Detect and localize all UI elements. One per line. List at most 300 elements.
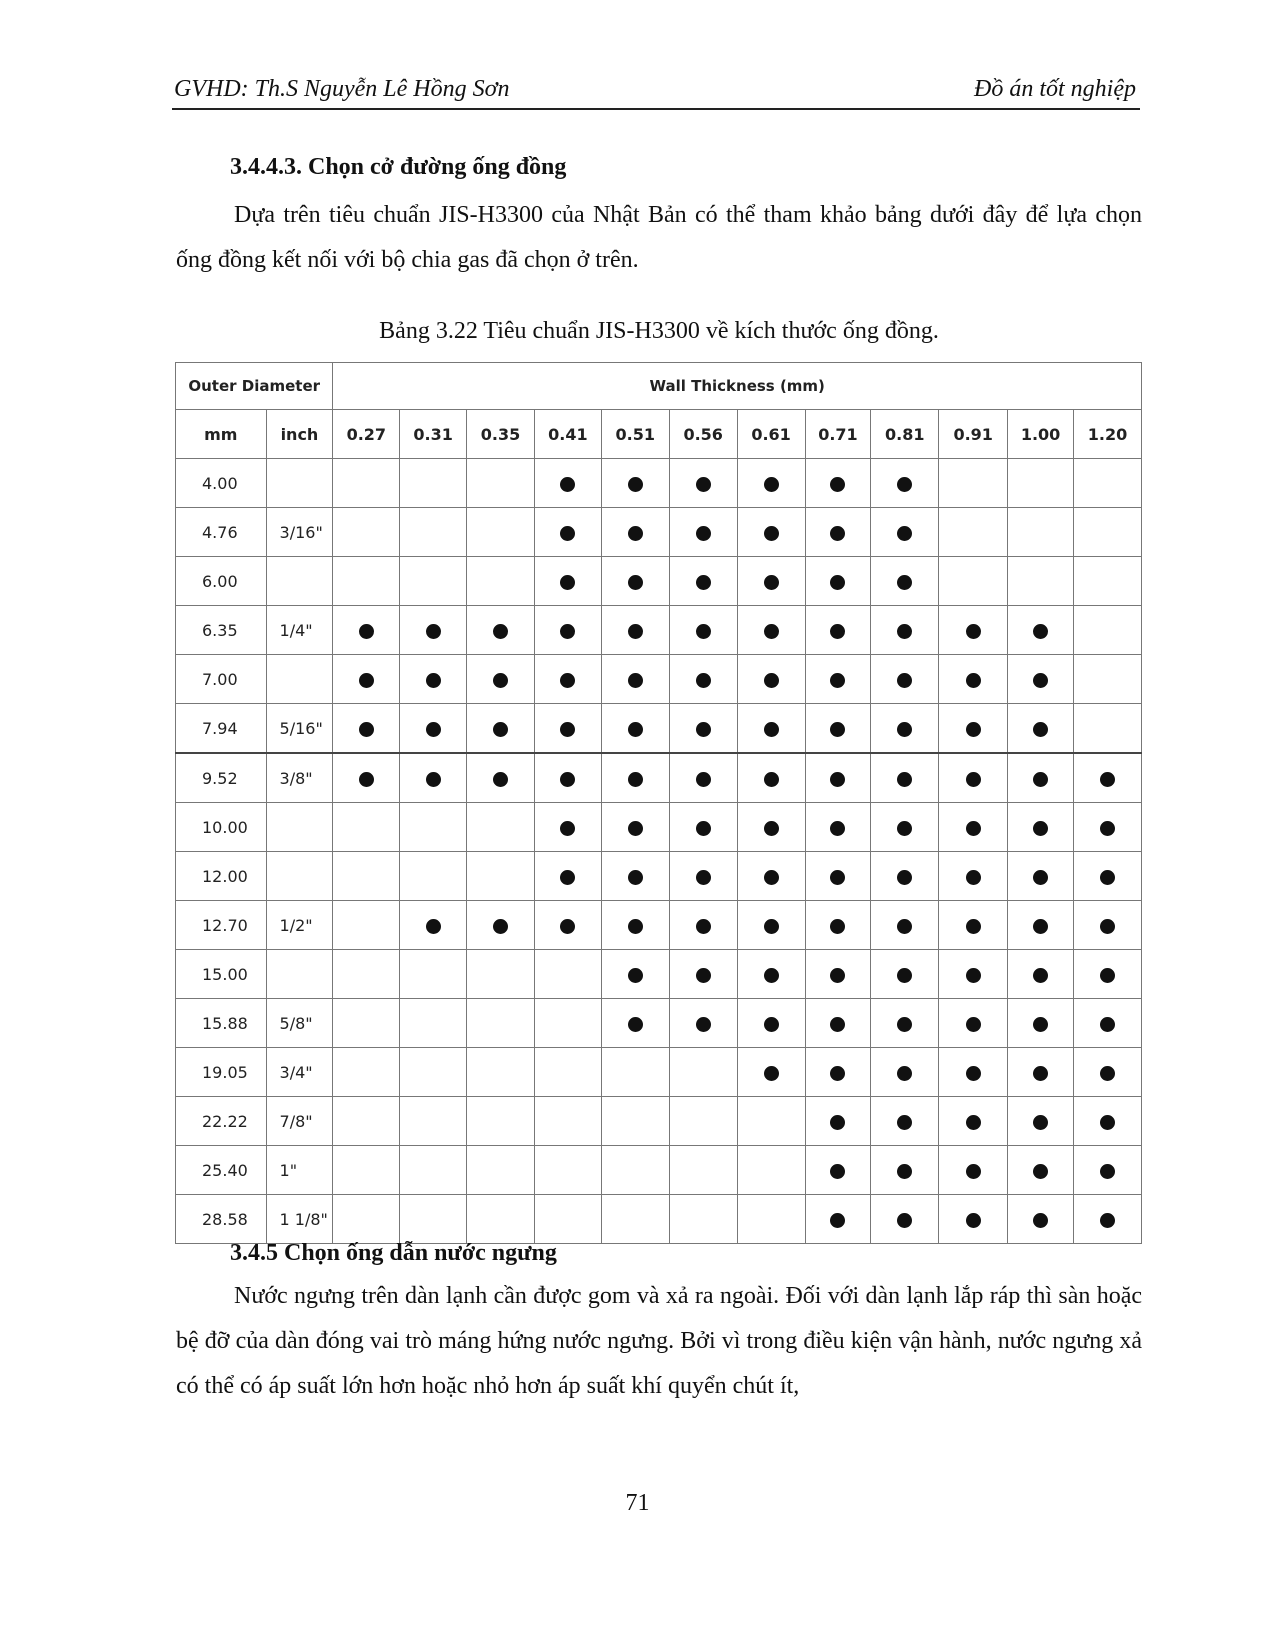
available-dot-icon [830, 673, 845, 688]
cell-availability [939, 508, 1008, 557]
header-thickness: 1.00 [1008, 410, 1074, 459]
available-dot-icon [359, 624, 374, 639]
available-dot-icon [1033, 772, 1048, 787]
header-mm: mm [176, 410, 267, 459]
available-dot-icon [897, 477, 912, 492]
cell-availability [1008, 704, 1074, 754]
cell-availability [805, 606, 871, 655]
table-row [176, 901, 1142, 950]
available-dot-icon [696, 870, 711, 885]
table-row [176, 606, 1142, 655]
available-dot-icon [830, 772, 845, 787]
cell-availability [669, 557, 737, 606]
available-dot-icon [764, 624, 779, 639]
available-dot-icon [1100, 919, 1115, 934]
cell-availability [939, 655, 1008, 704]
cell-availability [534, 704, 601, 754]
available-dot-icon [764, 968, 779, 983]
available-dot-icon [628, 870, 643, 885]
cell-inch [266, 557, 333, 606]
available-dot-icon [560, 673, 575, 688]
cell-availability [871, 803, 939, 852]
cell-inch [266, 803, 333, 852]
cell-availability [333, 753, 400, 803]
cell-availability [871, 1146, 939, 1195]
available-dot-icon [830, 919, 845, 934]
available-dot-icon [628, 575, 643, 590]
cell-availability [1073, 1097, 1141, 1146]
cell-mm: 9.52 [176, 753, 267, 803]
cell-availability [737, 606, 805, 655]
cell-availability [1008, 1146, 1074, 1195]
available-dot-icon [560, 772, 575, 787]
cell-availability [400, 852, 467, 901]
cell-availability [534, 459, 601, 508]
available-dot-icon [897, 624, 912, 639]
available-dot-icon [764, 477, 779, 492]
cell-availability [333, 459, 400, 508]
cell-availability [871, 1048, 939, 1097]
cell-availability [939, 1097, 1008, 1146]
available-dot-icon [426, 624, 441, 639]
header-thickness: 0.81 [871, 410, 939, 459]
cell-inch: 1 1/8" [266, 1195, 333, 1244]
available-dot-icon [696, 1017, 711, 1032]
cell-availability [939, 753, 1008, 803]
page-header [172, 70, 1140, 110]
header-inch: inch [266, 410, 333, 459]
table-row [176, 1048, 1142, 1097]
cell-mm: 6.35 [176, 606, 267, 655]
available-dot-icon [897, 1213, 912, 1228]
available-dot-icon [493, 919, 508, 934]
available-dot-icon [628, 772, 643, 787]
cell-inch: 7/8" [266, 1097, 333, 1146]
available-dot-icon [897, 870, 912, 885]
cell-availability [1008, 950, 1074, 999]
available-dot-icon [830, 526, 845, 541]
available-dot-icon [764, 575, 779, 590]
available-dot-icon [696, 919, 711, 934]
header-outer-diameter: Outer Diameter [176, 363, 333, 410]
cell-availability [737, 1195, 805, 1244]
cell-availability [669, 1048, 737, 1097]
available-dot-icon [1100, 1017, 1115, 1032]
table-row [176, 704, 1142, 754]
header-thickness: 0.41 [534, 410, 601, 459]
cell-availability [400, 1097, 467, 1146]
available-dot-icon [897, 673, 912, 688]
cell-inch: 3/4" [266, 1048, 333, 1097]
cell-availability [467, 1048, 535, 1097]
cell-availability [871, 557, 939, 606]
available-dot-icon [830, 624, 845, 639]
cell-availability [669, 655, 737, 704]
available-dot-icon [560, 526, 575, 541]
available-dot-icon [966, 624, 981, 639]
cell-availability [1073, 1048, 1141, 1097]
cell-availability [333, 1146, 400, 1195]
copper-pipe-table [175, 362, 1142, 1244]
cell-availability [534, 753, 601, 803]
available-dot-icon [426, 722, 441, 737]
table-caption: Bảng 3.22 Tiêu chuẩn JIS-H3300 về kích thước ống đồng. [379, 318, 939, 344]
available-dot-icon [1033, 673, 1048, 688]
table-row [176, 950, 1142, 999]
available-dot-icon [696, 772, 711, 787]
section1-paragraph-text: Dựa trên tiêu chuẩn JIS-H3300 của Nhật Bản có thể tham khảo bảng dưới đây để lựa chọn ống đồng kết nối với bộ chia gas đã chọn ở trên. [176, 202, 1142, 273]
available-dot-icon [966, 772, 981, 787]
cell-availability [400, 753, 467, 803]
table-row [176, 803, 1142, 852]
cell-availability [939, 704, 1008, 754]
cell-inch: 1/4" [266, 606, 333, 655]
cell-availability [871, 1097, 939, 1146]
available-dot-icon [897, 919, 912, 934]
cell-mm: 15.88 [176, 999, 267, 1048]
available-dot-icon [1100, 1066, 1115, 1081]
available-dot-icon [560, 575, 575, 590]
cell-availability [333, 606, 400, 655]
cell-mm: 25.40 [176, 1146, 267, 1195]
cell-availability [534, 852, 601, 901]
cell-availability [805, 803, 871, 852]
cell-availability [534, 1146, 601, 1195]
cell-availability [1008, 999, 1074, 1048]
cell-availability [939, 901, 1008, 950]
cell-availability [333, 999, 400, 1048]
cell-availability [669, 753, 737, 803]
cell-availability [669, 852, 737, 901]
available-dot-icon [897, 722, 912, 737]
cell-availability [1073, 1146, 1141, 1195]
cell-availability [1008, 655, 1074, 704]
available-dot-icon [897, 575, 912, 590]
cell-availability [1073, 655, 1141, 704]
cell-availability [737, 655, 805, 704]
cell-availability [601, 803, 669, 852]
cell-inch: 3/16" [266, 508, 333, 557]
section-heading-pipe-size: 3.4.4.3. Chọn cở đường ống đồng [230, 154, 567, 180]
cell-availability [939, 803, 1008, 852]
available-dot-icon [764, 673, 779, 688]
cell-availability [601, 901, 669, 950]
cell-availability [805, 508, 871, 557]
cell-availability [939, 557, 1008, 606]
cell-availability [737, 508, 805, 557]
available-dot-icon [830, 1066, 845, 1081]
cell-mm: 15.00 [176, 950, 267, 999]
available-dot-icon [966, 673, 981, 688]
cell-availability [805, 950, 871, 999]
cell-availability [669, 1146, 737, 1195]
available-dot-icon [764, 870, 779, 885]
available-dot-icon [1033, 1066, 1048, 1081]
cell-availability [534, 606, 601, 655]
available-dot-icon [830, 968, 845, 983]
cell-availability [534, 508, 601, 557]
cell-availability [1073, 606, 1141, 655]
header-thickness: 0.51 [601, 410, 669, 459]
cell-availability [534, 1048, 601, 1097]
cell-availability [601, 950, 669, 999]
cell-availability [1008, 852, 1074, 901]
available-dot-icon [966, 1164, 981, 1179]
cell-mm: 7.00 [176, 655, 267, 704]
cell-availability [400, 999, 467, 1048]
cell-availability [871, 999, 939, 1048]
available-dot-icon [966, 1017, 981, 1032]
cell-availability [534, 1195, 601, 1244]
cell-availability [534, 803, 601, 852]
cell-availability [1073, 557, 1141, 606]
cell-availability [534, 1097, 601, 1146]
cell-availability [601, 999, 669, 1048]
cell-availability [805, 753, 871, 803]
available-dot-icon [764, 772, 779, 787]
header-doc-type: Đồ án tốt nghiệp [974, 76, 1136, 102]
cell-availability [1073, 901, 1141, 950]
available-dot-icon [1100, 1164, 1115, 1179]
available-dot-icon [560, 624, 575, 639]
cell-availability [467, 557, 535, 606]
available-dot-icon [897, 526, 912, 541]
cell-mm: 4.00 [176, 459, 267, 508]
available-dot-icon [966, 968, 981, 983]
available-dot-icon [1100, 821, 1115, 836]
cell-availability [400, 508, 467, 557]
cell-availability [400, 459, 467, 508]
available-dot-icon [897, 821, 912, 836]
header-wall-thickness: Wall Thickness (mm) [333, 363, 1142, 410]
cell-availability [939, 950, 1008, 999]
available-dot-icon [628, 821, 643, 836]
available-dot-icon [764, 722, 779, 737]
available-dot-icon [1033, 1115, 1048, 1130]
cell-availability [1073, 753, 1141, 803]
cell-availability [805, 1146, 871, 1195]
available-dot-icon [830, 477, 845, 492]
cell-availability [1073, 459, 1141, 508]
available-dot-icon [1033, 1017, 1048, 1032]
table-row [176, 852, 1142, 901]
available-dot-icon [426, 772, 441, 787]
cell-availability [534, 999, 601, 1048]
available-dot-icon [560, 870, 575, 885]
cell-availability [939, 1146, 1008, 1195]
available-dot-icon [830, 1213, 845, 1228]
cell-availability [400, 1146, 467, 1195]
cell-availability [805, 459, 871, 508]
table-row [176, 655, 1142, 704]
cell-availability [601, 1195, 669, 1244]
cell-availability [1008, 508, 1074, 557]
cell-availability [467, 803, 535, 852]
available-dot-icon [966, 821, 981, 836]
cell-availability [467, 950, 535, 999]
cell-availability [601, 1146, 669, 1195]
table-row [176, 459, 1142, 508]
cell-availability [737, 901, 805, 950]
cell-inch [266, 655, 333, 704]
cell-availability [333, 508, 400, 557]
cell-mm: 12.70 [176, 901, 267, 950]
header-thickness: 0.71 [805, 410, 871, 459]
cell-mm: 7.94 [176, 704, 267, 754]
available-dot-icon [1100, 1115, 1115, 1130]
cell-availability [805, 999, 871, 1048]
cell-inch [266, 459, 333, 508]
cell-availability [400, 704, 467, 754]
cell-availability [601, 704, 669, 754]
available-dot-icon [628, 968, 643, 983]
cell-availability [400, 557, 467, 606]
cell-availability [601, 557, 669, 606]
cell-availability [737, 459, 805, 508]
available-dot-icon [764, 919, 779, 934]
cell-availability [871, 655, 939, 704]
available-dot-icon [897, 1066, 912, 1081]
available-dot-icon [830, 1115, 845, 1130]
cell-availability [333, 950, 400, 999]
cell-availability [737, 803, 805, 852]
available-dot-icon [560, 821, 575, 836]
cell-availability [871, 901, 939, 950]
available-dot-icon [1100, 1213, 1115, 1228]
cell-availability [737, 1146, 805, 1195]
cell-availability [669, 999, 737, 1048]
available-dot-icon [493, 624, 508, 639]
cell-availability [333, 704, 400, 754]
table-row [176, 1097, 1142, 1146]
cell-availability [467, 1195, 535, 1244]
cell-availability [534, 901, 601, 950]
cell-mm: 22.22 [176, 1097, 267, 1146]
cell-availability [1008, 753, 1074, 803]
cell-availability [400, 1048, 467, 1097]
cell-availability [669, 803, 737, 852]
available-dot-icon [1033, 870, 1048, 885]
cell-availability [1008, 803, 1074, 852]
available-dot-icon [830, 575, 845, 590]
cell-availability [805, 852, 871, 901]
available-dot-icon [897, 1017, 912, 1032]
cell-availability [467, 753, 535, 803]
cell-availability [467, 1146, 535, 1195]
cell-availability [1008, 1097, 1074, 1146]
available-dot-icon [830, 821, 845, 836]
available-dot-icon [1033, 624, 1048, 639]
available-dot-icon [696, 575, 711, 590]
available-dot-icon [1033, 968, 1048, 983]
page-number: 71 [625, 1490, 650, 1516]
available-dot-icon [764, 526, 779, 541]
available-dot-icon [560, 919, 575, 934]
cell-availability [939, 1048, 1008, 1097]
cell-availability [939, 459, 1008, 508]
cell-mm: 28.58 [176, 1195, 267, 1244]
cell-availability [1008, 606, 1074, 655]
cell-availability [1008, 1048, 1074, 1097]
available-dot-icon [1033, 821, 1048, 836]
cell-availability [1008, 901, 1074, 950]
cell-availability [1073, 852, 1141, 901]
available-dot-icon [560, 477, 575, 492]
cell-mm: 4.76 [176, 508, 267, 557]
header-thickness: 0.91 [939, 410, 1008, 459]
available-dot-icon [359, 673, 374, 688]
cell-inch: 5/8" [266, 999, 333, 1048]
table-row [176, 1146, 1142, 1195]
cell-inch: 1/2" [266, 901, 333, 950]
available-dot-icon [830, 1017, 845, 1032]
available-dot-icon [493, 772, 508, 787]
cell-availability [871, 459, 939, 508]
available-dot-icon [696, 722, 711, 737]
cell-availability [871, 1195, 939, 1244]
header-thickness: 0.56 [669, 410, 737, 459]
available-dot-icon [1033, 1164, 1048, 1179]
cell-availability [601, 1097, 669, 1146]
available-dot-icon [696, 477, 711, 492]
cell-inch [266, 950, 333, 999]
cell-availability [805, 557, 871, 606]
cell-availability [871, 852, 939, 901]
cell-availability [939, 852, 1008, 901]
available-dot-icon [628, 477, 643, 492]
cell-availability [669, 950, 737, 999]
cell-availability [737, 852, 805, 901]
cell-availability [400, 803, 467, 852]
cell-availability [1073, 999, 1141, 1048]
cell-availability [737, 753, 805, 803]
available-dot-icon [764, 1017, 779, 1032]
cell-availability [400, 1195, 467, 1244]
cell-availability [805, 1097, 871, 1146]
available-dot-icon [1033, 1213, 1048, 1228]
available-dot-icon [426, 673, 441, 688]
available-dot-icon [696, 526, 711, 541]
available-dot-icon [560, 722, 575, 737]
cell-availability [534, 557, 601, 606]
cell-inch: 3/8" [266, 753, 333, 803]
header-thickness: 0.27 [333, 410, 400, 459]
available-dot-icon [359, 772, 374, 787]
cell-availability [939, 999, 1008, 1048]
cell-availability [400, 901, 467, 950]
cell-availability [805, 1195, 871, 1244]
cell-availability [333, 803, 400, 852]
available-dot-icon [628, 526, 643, 541]
available-dot-icon [966, 1066, 981, 1081]
available-dot-icon [966, 722, 981, 737]
available-dot-icon [966, 870, 981, 885]
cell-mm: 12.00 [176, 852, 267, 901]
cell-availability [333, 557, 400, 606]
cell-availability [669, 459, 737, 508]
header-thickness: 0.31 [400, 410, 467, 459]
cell-availability [805, 655, 871, 704]
available-dot-icon [966, 1213, 981, 1228]
cell-mm: 6.00 [176, 557, 267, 606]
cell-availability [737, 1048, 805, 1097]
available-dot-icon [830, 870, 845, 885]
cell-availability [333, 852, 400, 901]
cell-availability [669, 606, 737, 655]
available-dot-icon [696, 624, 711, 639]
table-row [176, 1195, 1142, 1244]
available-dot-icon [1100, 968, 1115, 983]
